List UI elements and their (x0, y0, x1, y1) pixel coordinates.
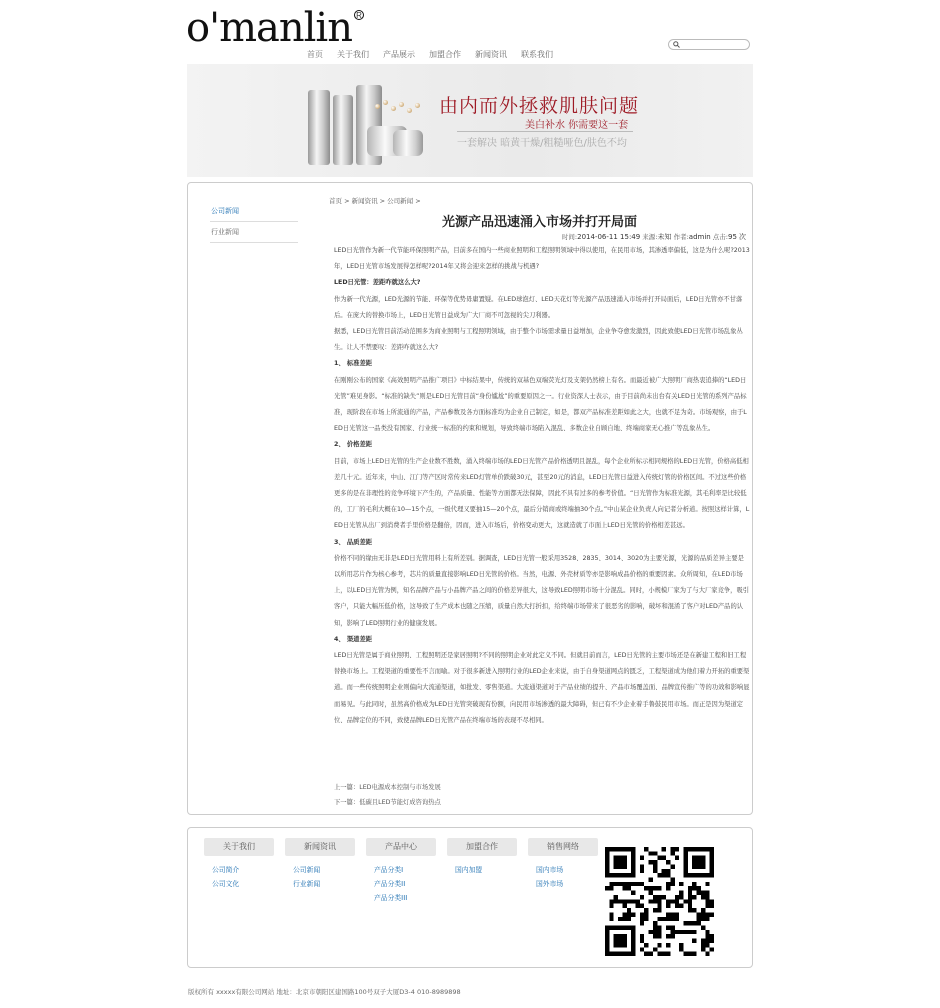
next-label: 下一篇： (334, 798, 360, 806)
footer-col-title[interactable]: 加盟合作 (447, 838, 517, 856)
nav-contact[interactable]: 联系我们 (521, 50, 553, 59)
article-title: 光源产品迅速涌入市场并打开局面 (441, 215, 637, 230)
prev-label: 上一篇： (334, 784, 360, 791)
footer-link[interactable]: 产品分类II (374, 880, 406, 888)
meta-author: admin (688, 233, 711, 241)
footer-col-title[interactable]: 关于我们 (204, 838, 274, 856)
banner-subtitle: 美白补水 你需要这一套 (525, 120, 629, 131)
banner-description: 一套解决 暗黄干燥/粗糙哑色/肤色不均 (457, 138, 627, 149)
product-jar-image (393, 130, 423, 156)
meta-views-label: 点击: (712, 233, 728, 241)
footer-col-news (285, 838, 355, 891)
footer-link[interactable]: 公司简介 (212, 866, 240, 874)
meta-source: 未知 (657, 233, 672, 241)
prev-article-link[interactable]: LED电源成本控制与市场发展 (359, 784, 441, 791)
article-paragraph: LED日光管是属于商业照明、工程照明还是家居照明?不同的照明企业对此定义不同。但就目前而言，LED日光管的主要市场还是在新建工程和旧工程替换市场上。工程渠道的重要性不言而喻。对于很多新进入照明行业的LED企业来说，由于自身渠道网点的匮乏，工程渠道成为他们着力开拓的重要渠道。而一些传统照明企业则偏向大流通渠道，如批发、零售渠道。大流通渠道对于产品业绩的提升、产品市场覆盖面、品牌宣传推广等的功效和影响显而易见。与此同时，虽然高价格成为LED日光管突破现有份额，向民用市场渗透的最大障碍，但已有不少企业着手鲁鼓民用市场。而正是因为渠道定位、品牌定位的不同，致使品牌LED日光管产品在终端市场的表现不尽相同。 (334, 652, 750, 724)
search-input[interactable] (682, 41, 748, 49)
footer-link[interactable]: 产品分类III (374, 894, 408, 902)
search-box[interactable] (668, 39, 750, 50)
brand-logo[interactable] (186, 4, 364, 51)
nav-news[interactable]: 新闻资讯 (475, 50, 507, 59)
product-bottle-image (333, 95, 353, 165)
banner-title: 由内而外拯救肌肤问题 (439, 95, 640, 117)
nav-products[interactable]: 产品展示 (383, 50, 415, 59)
qr-code-image (605, 847, 714, 956)
footer-col-franchise (447, 838, 517, 877)
footer-link[interactable]: 国内加盟 (455, 866, 483, 874)
prev-next-nav (334, 781, 441, 810)
sidebar (210, 201, 298, 243)
banner-divider (457, 131, 633, 132)
next-article-link[interactable]: 低碳且LED节能灯成咨询热点 (359, 798, 441, 806)
article-subheading: 2、 价格差距 (334, 441, 373, 449)
registered-mark-icon: R (354, 10, 364, 20)
footer-col-title[interactable]: 产品中心 (366, 838, 436, 856)
article-paragraph: 在刚刚公布的国家《高效照明产品推广项目》中标结果中，传统的双基色双端荧光灯及支架仍然榜上有名。而最近被广大照明厂商热衷追捧的“LED日光管”难见身影。“标准的缺失”则是LED日光管目前“身份尴尬”的重要原因之一。行业资深人士表示，由于目前尚未出台有关LED日光管的系列产品标准，现阶段在市场上所流通的产品，产品参数及各方面标准均为企业自己制定，如是，都双产品标准差距如此之大，也就不足为奇。市场观察，由于LED日光管这一品类没有国家、行业统一标准的约束和规划，导致终端市场陷入混乱、多数企业自顾自地、终端商家无心推广等乱象丛生。 (334, 376, 747, 433)
sidebar-item-company-news[interactable]: 公司新闻 (210, 201, 298, 222)
footer-link[interactable]: 公司文化 (212, 880, 240, 888)
article-body (334, 243, 750, 729)
meta-source-label: 来源: (642, 233, 658, 241)
footer-links-panel (187, 827, 753, 968)
footer-col-title[interactable]: 新闻资讯 (285, 838, 355, 856)
footer-col-title[interactable]: 销售网络 (528, 838, 598, 856)
search-icon[interactable] (673, 41, 680, 48)
article-paragraph: 作为新一代光源，LED光源的节能、环保等优势毋庸置疑。在LED球泡灯、LED天花灯等光源产品迅速涌入市场并打开局面后，LED日光管亦不甘落后。在庞大的替换市场上，LED日光管日益成为广大厂商不可忽视的尖刀利器。 (334, 295, 743, 319)
article-subheading: LED日光管：差距咋就这么大? (334, 279, 421, 287)
article-subheading: 1、 标准差距 (334, 360, 373, 368)
meta-author-label: 作者: (673, 233, 689, 241)
footer-col-about (204, 838, 274, 891)
hero-banner[interactable] (187, 64, 753, 177)
footer-col-products (366, 838, 436, 905)
pearls-image (375, 100, 435, 120)
meta-time-label: 时间: (561, 233, 578, 241)
article-paragraph: 据悉，LED日光管目前活动范围多为商业照明与工程照明领域，由于整个市场需求量日益增加，企业争夺愈发激烈，因此致使LED日光管市场乱象丛生。让人不禁要叹：差距咋就这么大? (334, 328, 743, 352)
footer-col-sales (528, 838, 598, 891)
sidebar-item-industry-news[interactable]: 行业新闻 (210, 222, 298, 243)
footer-link[interactable]: 公司新闻 (293, 866, 321, 874)
breadcrumb[interactable]: 首页 > 新闻资讯 > 公司新闻 > (329, 197, 421, 205)
meta-views-unit: 次 (739, 233, 746, 241)
product-bottle-image (308, 90, 330, 165)
footer-link[interactable]: 国外市场 (536, 880, 564, 888)
article-subheading: 3、 品质差距 (334, 538, 373, 546)
nav-home[interactable]: 首页 (307, 50, 323, 59)
content-panel (187, 182, 753, 815)
footer-link[interactable]: 行业新闻 (293, 880, 321, 888)
article-paragraph: 目前，市场上LED日光管的生产企业数不胜数，涌入终端市场的LED日光管产品价格透明且混乱，每个企业所标示相同规格的LED日光管，价格高低相差几十元。近年来，中山、江门等产区时常传来LED灯管单价跌破30元，甚至20元的消息，LED日光管日益进入传统灯管的价格区间。不过这些价格更多的是在非理性的竞争环境下产生的，产品质量、性能等方面都无法保障，因此不具有过多的参考价值。“日光管作为标准光源，其毛利率是比较低的，工厂的毛利大概在10—15个点，一级代理又要抽15—20个点，最后分销商或终端抽30个点。”中山某企业负责人向记者分析道。按照这样计算，LED日光管从出厂到消费者手里价格是翻倍，因而，进入市场后，价格变动更大，这就造就了市面上LED日光管的价格相差甚远。 (334, 457, 750, 530)
nav-franchise[interactable]: 加盟合作 (429, 50, 461, 59)
nav-about[interactable]: 关于我们 (337, 50, 369, 59)
article-subheading: 4、 渠道差距 (334, 635, 373, 643)
footer-link[interactable]: 国内市场 (536, 866, 564, 874)
logo-text: o'manlin (186, 5, 352, 51)
article-meta (562, 232, 746, 242)
article-paragraph: LED日光管作为新一代节能环保照明产品，目前多在国内一些商业照明和工程照明领域中得以使用，在民用市场，其渗透率偏低，这是为什么呢?2013年，LED日光管市场发展得怎样呢?2014年又将会迎来怎样的挑战与机遇? (334, 247, 750, 271)
article-paragraph: 价格不同的缘由无非是LED日光管用料上有所差别。据调查，LED日光管一般采用3528、2835、3014、3020为主要光源，光源的品质差异主要是以所用芯片作为核心参考，芯片的质量直接影响LED日光管的价格。当然，电源、外壳材质等亦是影响成品价格的重要因素。众所周知，在LED市场上，以LED日光管为例，知名品牌产品与小品牌产品之间的价格差异很大，这导致LED照明市场十分混乱。同时，小规模厂家为了与大厂家竞争，吸引客户，只能大幅压低价格，这导致了生产成本也随之压缩，质量自然大打折扣，给终端市场带来了很恶劣的影响，破坏和混淆了客户对LED产品的认知，影响了LED照明行业的健康发展。 (334, 554, 750, 627)
copyright-text: 版权所有 xxxxx有限公司网站 地址：北京市朝阳区建国路100号双子大厦D3-4 010-8989898 (188, 988, 461, 996)
meta-views: 95 (728, 233, 737, 241)
meta-time: 2014-06-11 15:49 (577, 233, 641, 241)
footer-link[interactable]: 产品分类I (374, 866, 404, 874)
main-nav (300, 49, 560, 61)
